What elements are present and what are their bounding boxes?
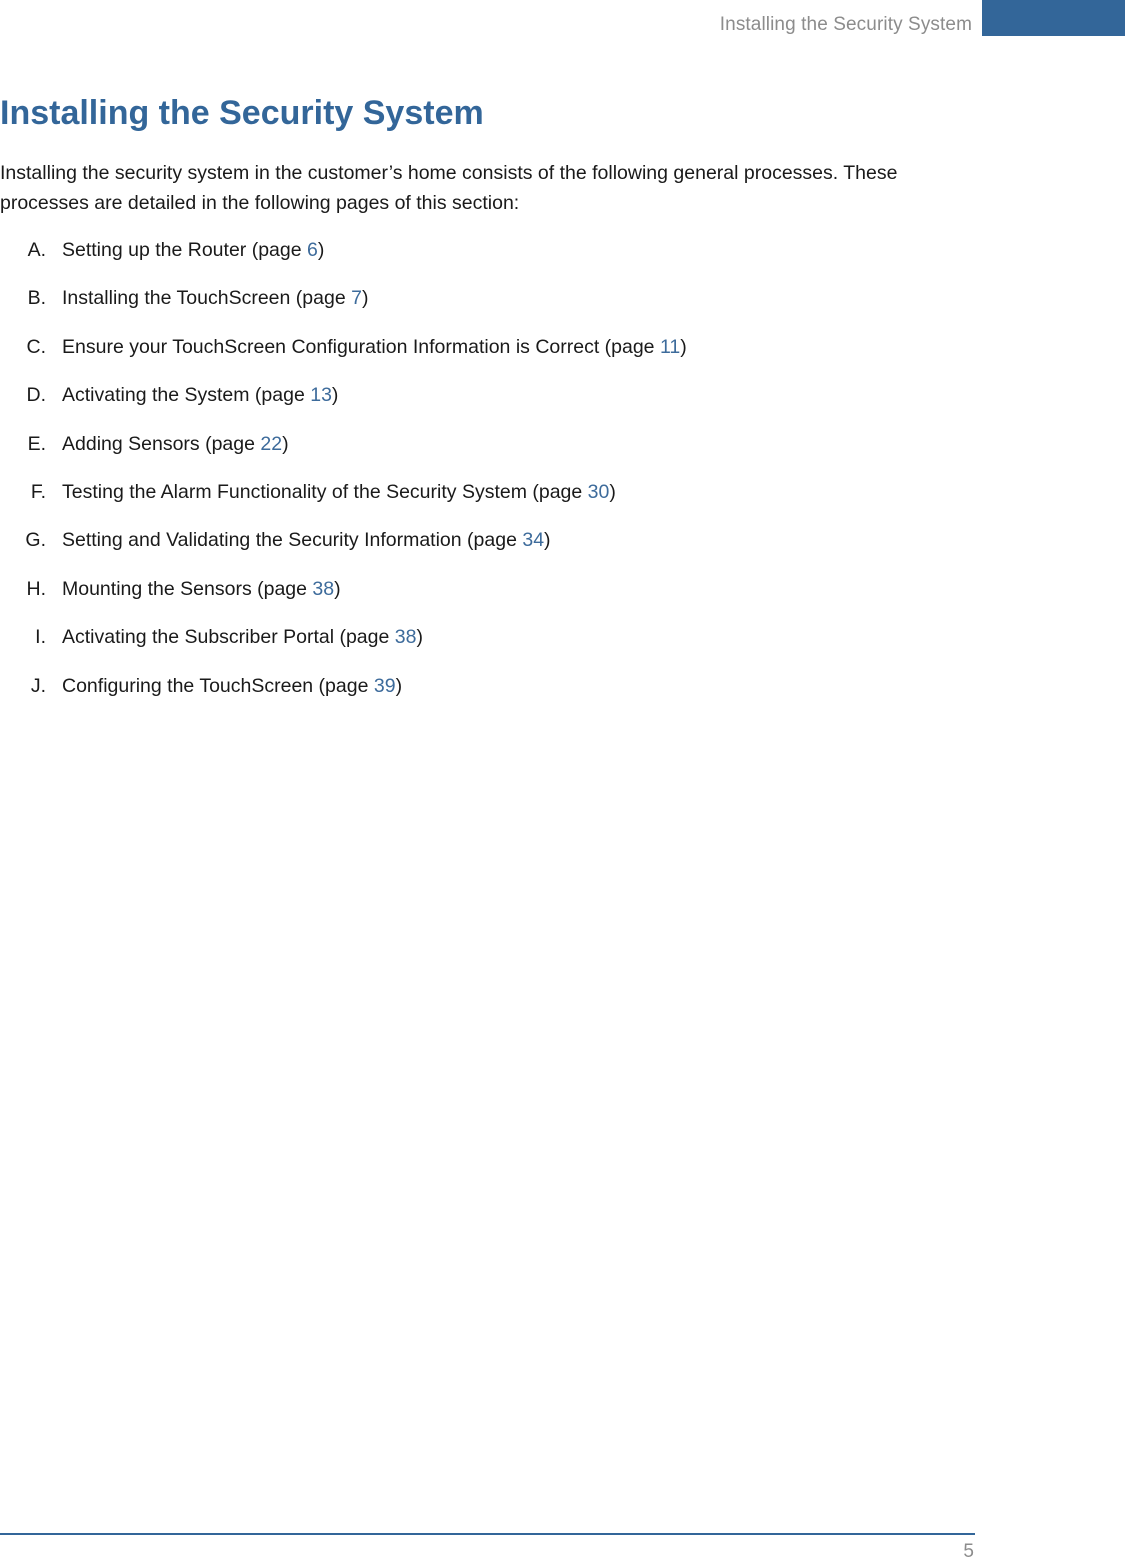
page-reference-link[interactable]: 39 [373,674,396,697]
page-reference-link[interactable]: 7 [351,287,362,310]
step-text [62,572,341,606]
page-reference-link[interactable]: 34 [522,529,545,552]
step-letter: G. [25,529,46,552]
step-letter: I. [35,626,46,649]
header-accent-bar [982,0,1125,36]
step-text [62,378,338,412]
step-text [62,427,289,461]
step-label: Activating the System (page [62,384,311,407]
step-text [62,523,551,557]
step-letter: H. [26,577,46,600]
footer-divider [0,1533,975,1535]
page-reference-link[interactable]: 22 [260,432,283,455]
step-close-paren: ) [544,529,551,552]
page-reference-link[interactable]: 13 [310,384,332,407]
step-close-paren: ) [334,577,341,600]
step-letter: J. [30,674,46,697]
step-label: Configuring the TouchScreen (page [62,674,374,697]
step-close-paren: ) [282,432,289,455]
step-letter: A. [27,239,46,261]
step-label: Adding Sensors (page [62,432,261,455]
step-label: Activating the Subscriber Portal (page [62,626,395,649]
step-label: Setting up the Router (page [62,239,307,261]
page-reference-link[interactable]: 6 [307,239,318,261]
step-text [62,475,616,509]
step-text [62,669,402,703]
step-label: Mounting the Sensors (page [62,577,313,600]
step-close-paren: ) [331,384,339,407]
step-label: Testing the Alarm Functionality of the Security System (page [62,480,588,503]
step-close-paren: ) [416,626,423,649]
page-title: Installing the Security System [0,94,484,132]
step-label: Ensure your TouchScreen Configuration Information is Correct (page [62,335,660,358]
page-reference-link[interactable]: 30 [587,480,610,503]
page-reference-link[interactable]: 38 [394,626,417,649]
page-reference-link[interactable]: 38 [312,577,335,600]
step-text [62,620,423,654]
step-letter: E. [27,432,46,455]
step-letter: F. [30,480,46,503]
step-letter: C. [26,335,46,358]
step-letter: D. [26,384,46,407]
step-label: Setting and Validating the Security Information (page [62,529,523,552]
step-letter: B. [27,287,46,310]
step-text [62,233,324,267]
running-header-title: Installing the Security System [719,14,972,35]
step-close-paren: ) [609,480,616,503]
page-number: 5 [963,1541,974,1562]
page-reference-link[interactable]: 11 [659,335,681,358]
step-label: Installing the TouchScreen (page [62,287,352,310]
step-text [62,330,687,364]
step-text [62,281,368,315]
intro-paragraph: Installing the security system in the customer’s home consists of the following general processes. These processes are detailed in the following pages of this section: [0,162,898,214]
step-close-paren: ) [361,287,369,310]
step-close-paren: ) [395,674,403,697]
step-close-paren: ) [317,239,325,261]
step-close-paren: ) [680,335,687,358]
